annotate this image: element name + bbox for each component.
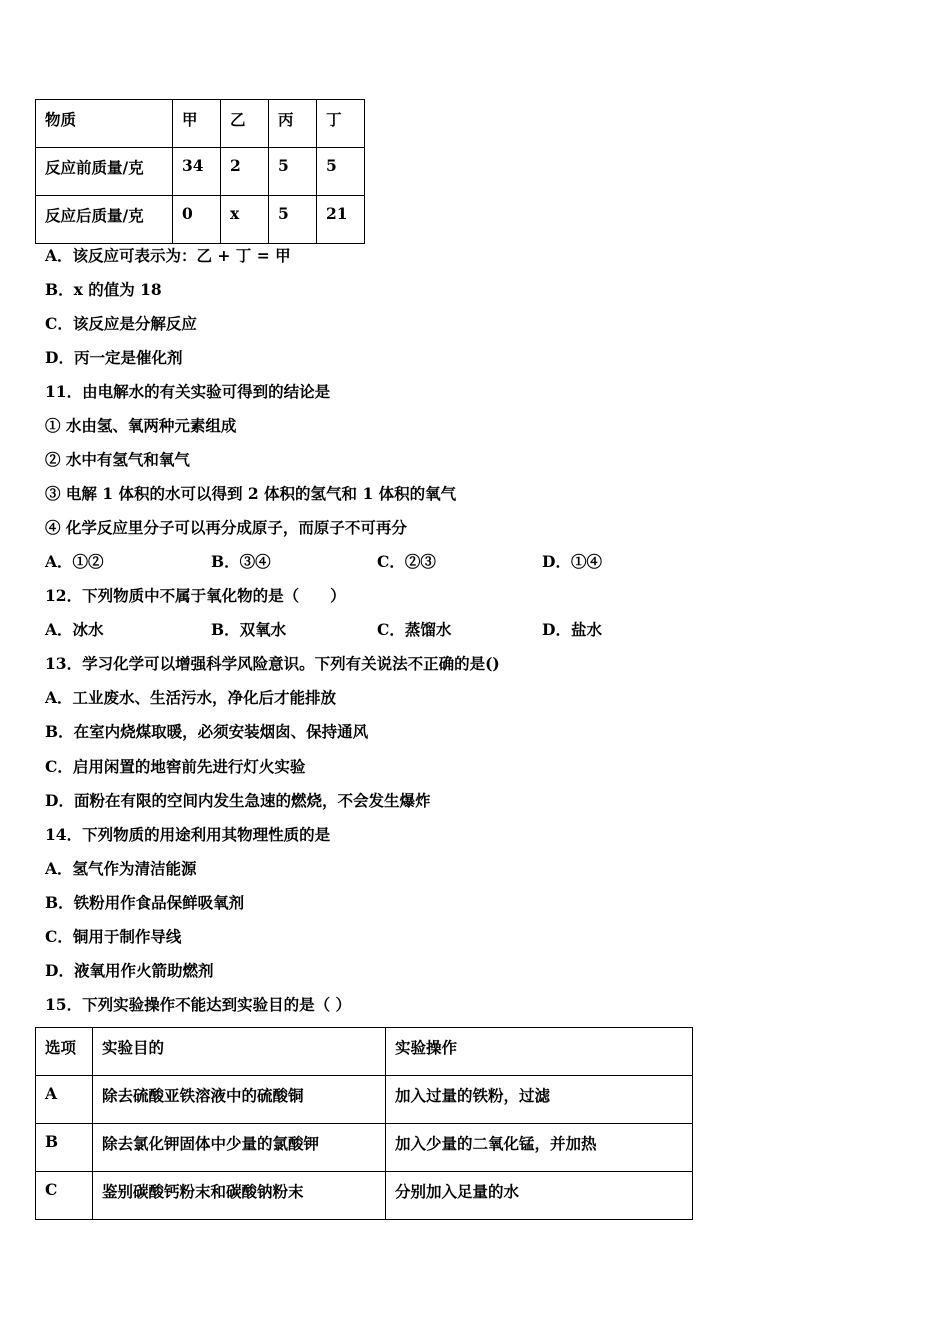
table-cell: 5 xyxy=(317,148,365,196)
table-cell: 0 xyxy=(173,196,221,244)
table-row xyxy=(36,1124,693,1172)
experiment-table xyxy=(35,1027,693,1220)
table-row xyxy=(36,1028,693,1076)
q11-statement-3: ③ 电解 1 体积的水可以得到 2 体积的氢气和 1 体积的氧气 xyxy=(45,484,457,503)
table-cell: 34 xyxy=(173,148,221,196)
table-cell: 加入过量的铁粉，过滤 xyxy=(386,1076,693,1124)
q11-statement-2: ② 水中有氢气和氧气 xyxy=(45,450,190,469)
q13-stem: 13．学习化学可以增强科学风险意识。下列有关说法不正确的是() xyxy=(45,654,500,673)
q14-option-d: D．液氧用作火箭助燃剂 xyxy=(45,961,214,980)
table-cell: 2 xyxy=(221,148,269,196)
q10-option-b: B．x 的值为 18 xyxy=(45,280,162,299)
q11-statement-4: ④ 化学反应里分子可以再分成原子，而原子不可再分 xyxy=(45,518,407,537)
table-cell: 分别加入足量的水 xyxy=(386,1172,693,1220)
table-cell: 5 xyxy=(269,148,317,196)
table-cell: 反应后质量/克 xyxy=(36,196,173,244)
q12-option-b: B．双氧水 xyxy=(211,620,287,639)
q15-stem: 15．下列实验操作不能达到实验目的是（ ） xyxy=(45,995,351,1014)
table-row xyxy=(36,1076,693,1124)
q13-option-c: C．启用闲置的地窖前先进行灯火实验 xyxy=(45,757,306,776)
q12-option-a: A．冰水 xyxy=(45,620,104,639)
q12-option-c: C．蒸馏水 xyxy=(377,620,452,639)
table-cell: 5 xyxy=(269,196,317,244)
table-header-cell: 实验操作 xyxy=(386,1028,693,1076)
table-cell: 除去氯化钾固体中少量的氯酸钾 xyxy=(93,1124,386,1172)
q10-option-c: C．该反应是分解反应 xyxy=(45,314,197,333)
q13-option-d: D．面粉在有限的空间内发生急速的燃烧，不会发生爆炸 xyxy=(45,791,431,810)
table-header-cell: 甲 xyxy=(173,100,221,148)
q11-option-b: B．③④ xyxy=(211,552,271,571)
q11-option-a: A．①② xyxy=(45,552,104,571)
q11-option-d: D．①④ xyxy=(542,552,602,571)
table-header-cell: 实验目的 xyxy=(93,1028,386,1076)
q13-option-a: A．工业废水、生活污水，净化后才能排放 xyxy=(45,688,337,707)
q10-option-a: A．该反应可表示为：乙 + 丁 = 甲 xyxy=(45,246,291,265)
table-header-cell: 乙 xyxy=(221,100,269,148)
table-cell: A xyxy=(36,1076,93,1124)
table-cell: 21 xyxy=(317,196,365,244)
table-cell: 除去硫酸亚铁溶液中的硫酸铜 xyxy=(93,1076,386,1124)
table-cell: C xyxy=(36,1172,93,1220)
q12-stem: 12．下列物质中不属于氧化物的是（ ） xyxy=(45,586,346,605)
q11-option-c: C．②③ xyxy=(377,552,436,571)
table-cell: B xyxy=(36,1124,93,1172)
table-cell: x xyxy=(221,196,269,244)
q11-stem: 11．由电解水的有关实验可得到的结论是 xyxy=(45,382,331,401)
q12-option-d: D．盐水 xyxy=(542,620,602,639)
table-header-cell: 选项 xyxy=(36,1028,93,1076)
q14-option-a: A．氢气作为清洁能源 xyxy=(45,859,197,878)
table-header-cell: 丙 xyxy=(269,100,317,148)
table-row xyxy=(36,100,365,148)
q14-stem: 14．下列物质的用途利用其物理性质的是 xyxy=(45,825,331,844)
table-header-cell: 物质 xyxy=(36,100,173,148)
q10-option-d: D．丙一定是催化剂 xyxy=(45,348,183,367)
q14-option-c: C．铜用于制作导线 xyxy=(45,927,182,946)
table-cell: 鉴别碳酸钙粉末和碳酸钠粉末 xyxy=(93,1172,386,1220)
q13-option-b: B．在室内烧煤取暖，必须安装烟囱、保持通风 xyxy=(45,722,369,741)
table-row xyxy=(36,1172,693,1220)
table-header-cell: 丁 xyxy=(317,100,365,148)
mass-table xyxy=(35,99,365,244)
q11-statement-1: ① 水由氢、氧两种元素组成 xyxy=(45,416,237,435)
table-row xyxy=(36,196,365,244)
table-cell: 反应前质量/克 xyxy=(36,148,173,196)
table-row xyxy=(36,148,365,196)
table-cell: 加入少量的二氧化锰，并加热 xyxy=(386,1124,693,1172)
q14-option-b: B．铁粉用作食品保鲜吸氧剂 xyxy=(45,893,245,912)
